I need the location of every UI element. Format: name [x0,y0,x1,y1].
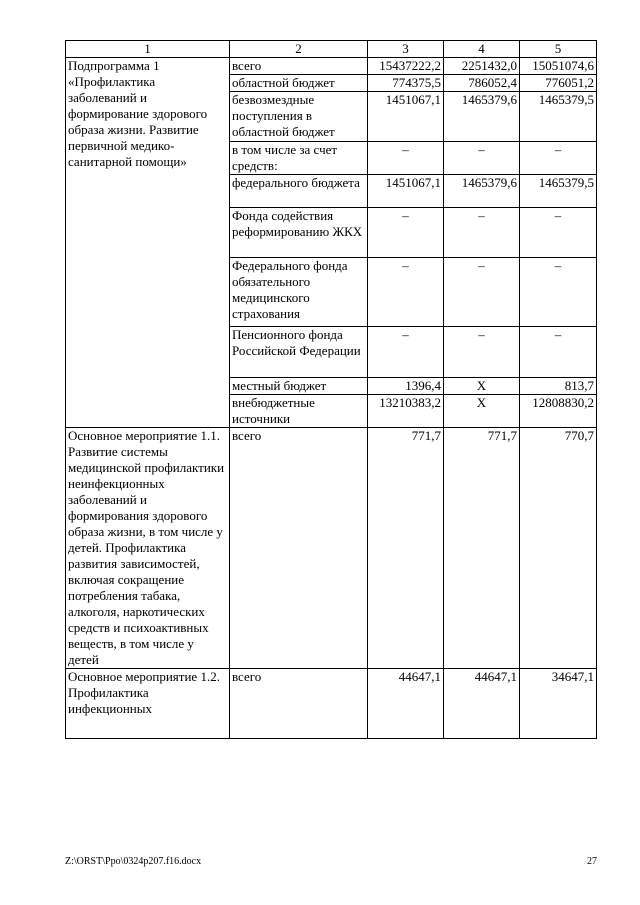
value-col-3: – [368,258,444,327]
value-col-4: 44647,1 [444,669,520,739]
footer-page-number: 27 [587,856,597,867]
funding-source: Пенсионного фонда Российской Федерации [230,327,368,378]
value-col-4: 2251432,0 [444,58,520,75]
table-row [66,669,597,739]
value-col-5: 1465379,5 [520,175,597,208]
value-col-4: 786052,4 [444,75,520,92]
value-col-3: 771,7 [368,428,444,669]
value-col-3: 13210383,2 [368,395,444,428]
funding-source: местный бюджет [230,378,368,395]
table-row [66,58,597,75]
table-row [66,428,597,669]
value-col-3: – [368,208,444,258]
column-header-4: 4 [444,41,520,58]
value-col-5: – [520,142,597,175]
column-header-3: 3 [368,41,444,58]
column-header-2: 2 [230,41,368,58]
column-header-1: 1 [66,41,230,58]
value-col-3: 1396,4 [368,378,444,395]
funding-source: областной бюджет [230,75,368,92]
value-col-5: 15051074,6 [520,58,597,75]
value-col-3: 44647,1 [368,669,444,739]
value-col-3: 1451067,1 [368,92,444,142]
funding-source: Фонда содействия реформированию ЖКХ [230,208,368,258]
value-col-4: – [444,327,520,378]
funding-source: внебюджетные источники [230,395,368,428]
value-col-3: 15437222,2 [368,58,444,75]
value-col-5: 12808830,2 [520,395,597,428]
value-col-5: 34647,1 [520,669,597,739]
header-row [66,41,597,58]
funding-source: безвозмездные поступления в областной бюджет [230,92,368,142]
column-header-5: 5 [520,41,597,58]
value-col-4: – [444,208,520,258]
value-col-3: – [368,142,444,175]
value-col-3: 1451067,1 [368,175,444,208]
value-col-5: 770,7 [520,428,597,669]
value-col-4: – [444,142,520,175]
value-col-4: – [444,258,520,327]
value-col-4: Х [444,378,520,395]
value-col-5: 813,7 [520,378,597,395]
funding-source: всего [230,58,368,75]
budget-table [65,40,597,739]
footer-file-path: Z:\ORST\Ppo\0324p207.f16.docx [65,856,202,867]
measure-1-2-name: Основное мероприятие 1.2. Профилактика инфекционных [66,669,230,739]
value-col-4: 771,7 [444,428,520,669]
value-col-5: – [520,208,597,258]
value-col-5: 776051,2 [520,75,597,92]
measure-1-1-name: Основное мероприятие 1.1. Развитие системы медицинской профилактики неинфекционных заболеваний и формирования здорового образа жизни, в том числе у детей. Профилактика развития зависимостей, включая сокращение потребления табака, алкоголя, наркотических средств и психоактивных веществ, в том числе у детей [66,428,230,669]
value-col-4: 1465379,6 [444,92,520,142]
value-col-5: – [520,258,597,327]
funding-source: всего [230,428,368,669]
value-col-5: – [520,327,597,378]
value-col-3: 774375,5 [368,75,444,92]
value-col-3: – [368,327,444,378]
funding-source: федерального бюджета [230,175,368,208]
funding-source: в том числе за счет средств: [230,142,368,175]
value-col-5: 1465379,5 [520,92,597,142]
value-col-4: Х [444,395,520,428]
value-col-4: 1465379,6 [444,175,520,208]
funding-source: Федерального фонда обязательного медицинского страхования [230,258,368,327]
program-name: Подпрограмма 1 «Профилактика заболеваний и формирование здорового образа жизни. Развитие первичной медико-санитарной помощи» [66,58,230,428]
funding-source: всего [230,669,368,739]
